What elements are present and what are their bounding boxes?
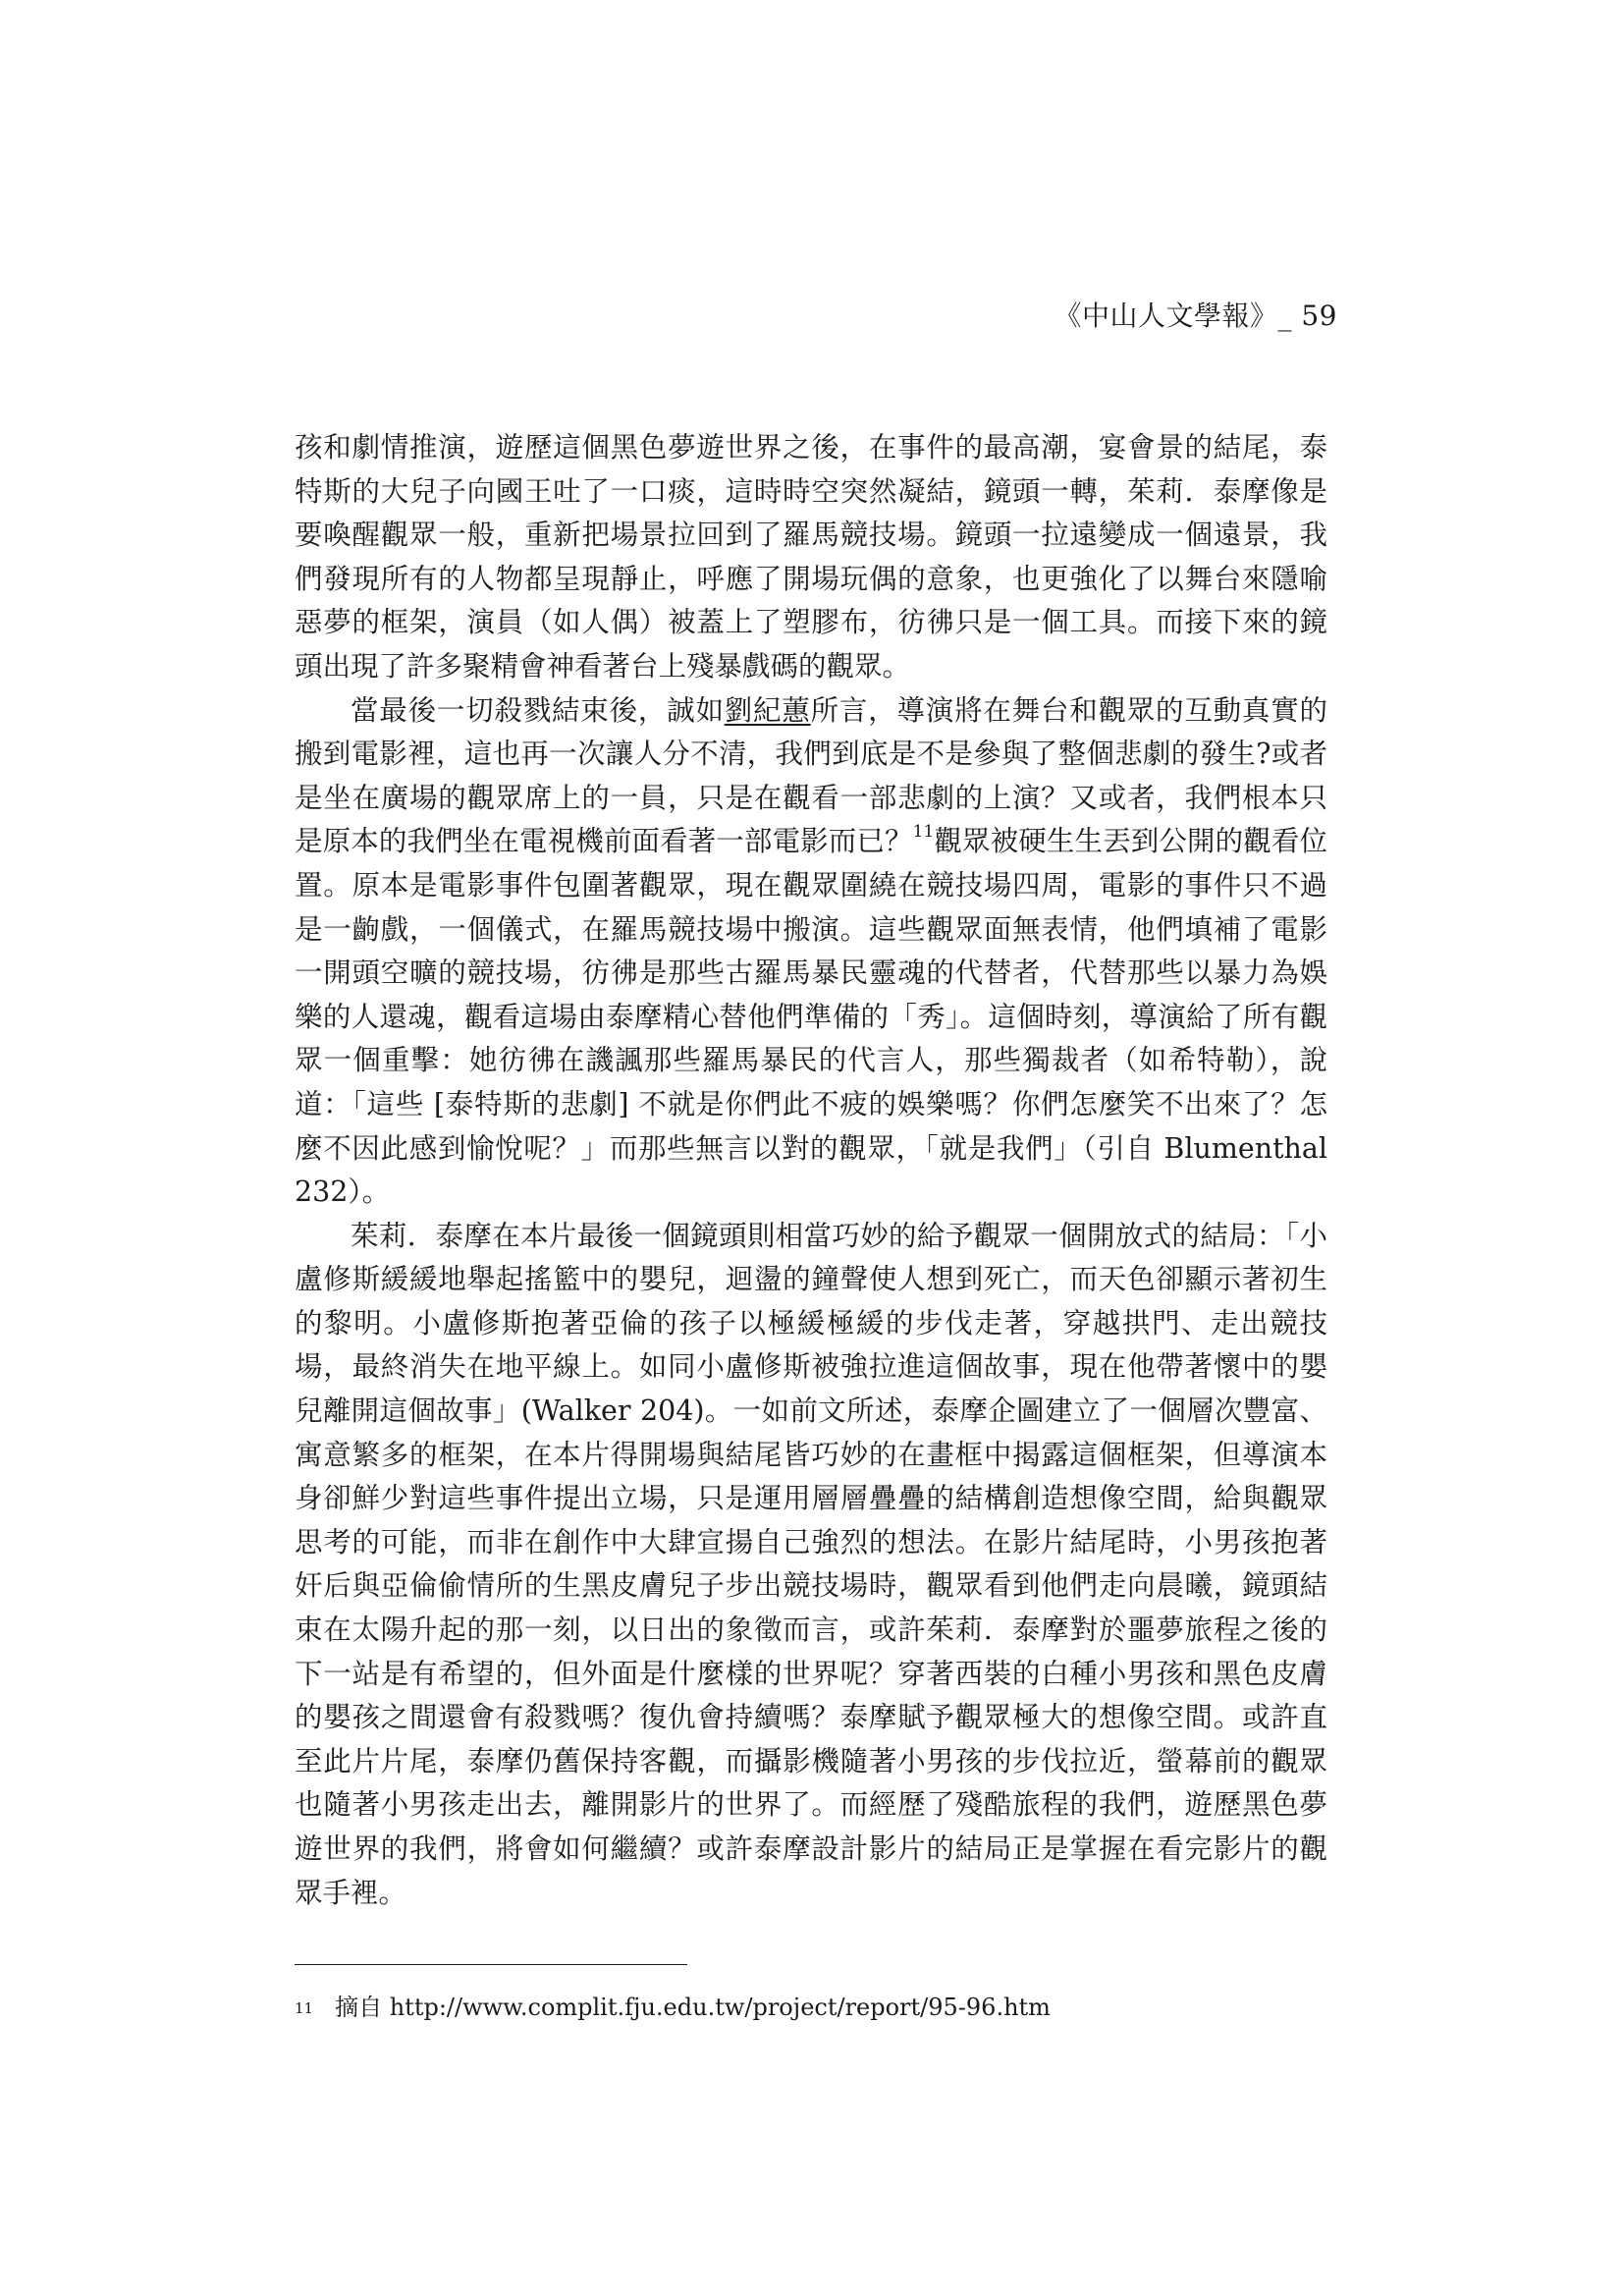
body-text <box>295 426 1327 1915</box>
paragraph-2-part-3: 觀眾被硬生生丟到公開的觀看位置。原本是電影事件包圍著觀眾，現在觀眾圍繞在競技場四周，電影的事件只不過是一齣戲，一個儀式，在羅馬競技場中搬演。這些觀眾面無表情，他們填補了電影一開頭空曠的競技場，彷彿是那些古羅馬暴民靈魂的代替者，代替那些以暴力為娛樂的人還魂，觀看這場由泰摩精心替他們準備的「秀」。這個時刻，導演給了所有觀眾一個重擊：她彷彿在譏諷那些羅馬暴民的代言人，那些獨裁者（如希特勒），說道：「這些 [泰特斯的悲劇] 不就是你們此不疲的娛樂嗎？你們怎麼笑不出來了？怎麼不因此感到愉悅呢？」而那些無言以對的觀眾，「就是我們」（引自 Blumenthal 232）。 <box>295 825 1327 1209</box>
footnote-text: 摘自 http://www.complit.fju.edu.tw/project/report/95-96.htm <box>335 1994 1051 2021</box>
footnote-divider <box>295 1964 687 1965</box>
paragraph-2-part-2: 所言，導演將在舞台和觀眾的互動真實的搬到電影裡，這也再一次讓人分不清，我們到底是不是參與了整個悲劇的發生?或者是坐在廣場的觀眾席上的一員，只是在觀看一部悲劇的上演？又或者，我們根本只是原本的我們坐在電視機前面看著一部電影而已？ <box>295 693 1327 858</box>
paragraph-3: 茱莉．泰摩在本片最後一個鏡頭則相當巧妙的給予觀眾一個開放式的結局：「小盧修斯緩緩地舉起搖籃中的嬰兒，迴盪的鐘聲使人想到死亡，而天色卻顯示著初生的黎明。小盧修斯抱著亞倫的孩子以極緩極緩的步伐走著，穿越拱門、走出競技場，最終消失在地平線上。如同小盧修斯被強拉進這個故事，現在他帶著懷中的嬰兒離開這個故事」(Walker 204)。一如前文所述，泰摩企圖建立了一個層次豐富、寓意繁多的框架，在本片得開場與結尾皆巧妙的在畫框中揭露這個框架，但導演本身卻鮮少對這些事件提出立場，只是運用層層疊疊的結構創造想像空間，給與觀眾思考的可能，而非在創作中大肆宣揚自己強烈的想法。在影片結尾時，小男孩抱著奸后與亞倫偷情所的生黑皮膚兒子步出競技場時，觀眾看到他們走向晨曦，鏡頭結束在太陽升起的那一刻，以日出的象徵而言，或許茱莉．泰摩對於噩夢旅程之後的下一站是有希望的，但外面是什麼樣的世界呢？穿著西裝的白種小男孩和黑色皮膚的嬰孩之間還會有殺戮嗎？復仇會持續嗎？泰摩賦予觀眾極大的想像空間。或許直至此片片尾，泰摩仍舊保持客觀，而攝影機隨著小男孩的步伐拉近，螢幕前的觀眾也隨著小男孩走出去，離開影片的世界了。而經歷了殘酷旅程的我們，遊歷黑色夢遊世界的我們，將會如何繼續？或許泰摩設計影片的結局正是掌握在看完影片的觀眾手裡。 <box>295 1219 1327 1909</box>
paragraph-2-part-1: 當最後一切殺戮結束後，誠如 <box>351 693 725 727</box>
footnote <box>295 1992 1327 2023</box>
running-header: 《中山人文學報》_ 59 <box>1054 300 1337 332</box>
paragraph-2 <box>295 689 1327 1215</box>
cited-author-name: 劉紀蕙 <box>724 693 811 727</box>
footnote-number: 11 <box>295 1999 314 2017</box>
footnote-reference[interactable]: 11 <box>912 822 935 843</box>
paragraph-1: 孩和劇情推演，遊歷這個黑色夢遊世界之後，在事件的最高潮，宴會景的結尾，泰特斯的大兒子向國王吐了一口痰，這時時空突然凝結，鏡頭一轉，茱莉．泰摩像是要喚醒觀眾一般，重新把場景拉回到了羅馬競技場。鏡頭一拉遠變成一個遠景，我們發現所有的人物都呈現靜止，呼應了開場玩偶的意象，也更強化了以舞台來隱喻惡夢的框架，演員（如人偶）被蓋上了塑膠布，彷彿只是一個工具。而接下來的鏡頭出現了許多聚精會神看著台上殘暴戲碼的觀眾。 <box>295 431 1327 683</box>
